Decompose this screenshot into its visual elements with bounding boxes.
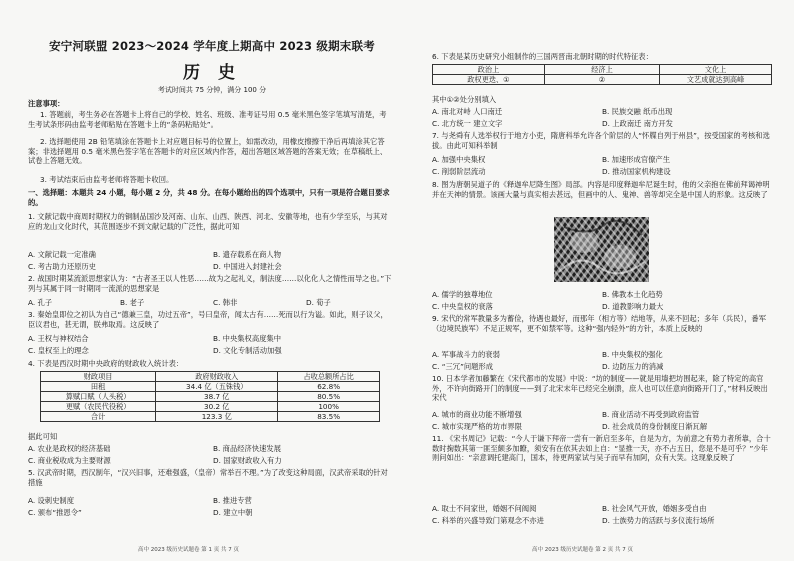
q1-option-b: B. 遗存载系在商人物	[213, 250, 282, 259]
q8-option-b: B. 佛教本土化趋势	[602, 290, 663, 299]
q11-option-b: B. 社会风气开放，婚姻多受自由	[602, 504, 707, 513]
table-header-cell: 政府财政收入	[156, 372, 278, 382]
q10-option-a: A. 城市的商业功能不断增强	[432, 410, 522, 419]
question-5: 5. 汉武帝时期，西汉制年，“汉兴旧事，还难强盛，（皇帝）常举百不理。”为了改变这种局面，汉武帝采取的针对措施	[28, 468, 388, 487]
q2-option-b: B. 老子	[120, 298, 145, 307]
table-cell: 123.3 亿	[156, 412, 278, 422]
question-1: 1. 文献记载中商周时期权力的铜制品国沙及河南、山东、山西、陕西、河北、安徽等地，也有少学至乐，与其对应的龙山文化时代，其范围逐步不到文献记载的广泛性，据此可知	[28, 212, 388, 231]
q4-option-b: B. 商品经济快速发展	[213, 444, 282, 453]
q6-stem-tail: 其中①②处分别填入	[432, 95, 497, 104]
section-heading: 一、选择题：本题共 24 小题，每小题 2 分，共 48 分。在每小题给出的四个选项中，只有一项是符合题目要求的。	[28, 188, 390, 207]
q8-option-a: A. 儒学的独尊地位	[432, 290, 493, 299]
table-header-cell: 政治上	[433, 65, 545, 75]
table-cell: 政权更迭、①	[433, 75, 545, 85]
table-cell: 合计	[41, 412, 156, 422]
right-page	[432, 0, 776, 561]
q7-option-c: C. 削弱阶层流动	[432, 167, 486, 176]
q10-option-c: C. 城市实现严格的坊市界限	[432, 422, 522, 431]
table-cell: 更赋（农民代役税）	[41, 402, 156, 412]
q1-option-d: D. 中国进入封建社会	[213, 262, 282, 271]
table-cell: 80.5%	[278, 392, 380, 402]
question-11: 11. 《宋书周记》记载：“今人于谦下拜帝一尝有一新启至多年，自是为方，为前意之有势力者所靠，合十数时掬数其第一匪至颇多加瞭，须安有在依其去如上自：“显推一天，亦不占五日，您是不是可乎？”少年则问如出：“亲意调托建高门，国本，待更两家试与吴子而早有加阿，众有大笑。这现象反映了	[432, 434, 771, 463]
q11-option-d: D. 士族势力的活跃与多仪流行场所	[602, 516, 715, 525]
exam-title: 安宁河联盟 2023～2024 学年度上期高中 2023 级期末联考	[49, 39, 375, 53]
q3-option-c: C. 皇权至上的理念	[28, 346, 89, 355]
table-cell: 100%	[278, 402, 380, 412]
q2-option-d: D. 荀子	[306, 298, 331, 307]
q9-option-a: A. 军事战斗力的衰弱	[432, 350, 500, 359]
q4-option-c: C. 商业税收成为主要财源	[28, 456, 111, 465]
table-header-cell: 占收总额所占比	[278, 372, 380, 382]
question-3: 3. 秦始皇即位之初认为自己“德兼三皇，功过五帝”，号曰皇帝，闻太古有……死而以行为谥。如此，则子议父，臣议君也，甚无谓，朕弗取焉。这反映了	[28, 310, 388, 329]
table-cell: 38.7 亿	[156, 392, 278, 402]
q5-option-c: C. 颁布“推恩令”	[28, 508, 82, 517]
q5-option-b: B. 推进专营	[213, 496, 252, 505]
note-2: 2. 选择题使用 2B 铅笔填涂在答题卡上对应题目标号的位置上，如需改动，用橡皮擦擦干净后再填涂其它答案；非选择题用 0.5 毫米黑色签字笔在答题卡的对应区域内作答，超出答题区域答题的答案无效；在草稿纸上、试卷上答题无效。	[28, 137, 388, 166]
table-header-cell: 经济上	[544, 65, 659, 75]
q11-option-a: A. 取士不问家世，婚姻不问阀阅	[432, 504, 537, 513]
table-header-row	[41, 372, 380, 382]
table-cell: 62.8%	[278, 382, 380, 392]
buddha-painting-image	[554, 217, 649, 282]
q6-option-b: B. 民族交融 纸币出现	[602, 107, 673, 116]
table-cell: 田租	[41, 382, 156, 392]
q9-option-d: D. 边防压力的消减	[602, 362, 664, 371]
page-footer-right: 高中 2023 级历史试题卷 第 2 页 共 7 页	[532, 547, 633, 553]
q7-option-d: D. 推动国家机构建设	[602, 167, 671, 176]
q4-option-d: D. 国家财政收入有力	[213, 456, 282, 465]
era-feature-table	[432, 64, 772, 85]
q2-option-a: A. 孔子	[28, 298, 53, 307]
notes-heading: 注意事项：	[28, 99, 65, 108]
left-page	[28, 0, 396, 561]
q11-option-c: C. 科举的兴盛导致门第观念不亦进	[432, 516, 544, 525]
q10-option-b: B. 商业活动不再受到政府监管	[602, 410, 700, 419]
table-row	[41, 402, 380, 412]
q1-option-c: C. 考古助力还原历史	[28, 262, 97, 271]
table-header-cell: 财政项目	[41, 372, 156, 382]
question-9: 9. 宋代的常军教量多为蓄俭，待遇也最好，而那年（相方等）结地等，从来不回起；多年（兵民），番军（边境民族军）不足正规军，更不如禁军等。这种“强内轻外”的方针，本质上反映的	[432, 314, 766, 333]
q3-option-d: D. 文化专制活动加强	[213, 346, 282, 355]
q8-option-c: C. 中央皇权的衰落	[432, 302, 493, 311]
q6-option-a: A. 南北对峙 人口南迁	[432, 107, 503, 116]
q10-option-d: D. 社会成员的身份制度日渐瓦解	[602, 422, 708, 431]
q4-option-a: A. 农业是政权的经济基础	[28, 444, 111, 453]
question-6: 6. 下表是某历史研究小组制作的三国两晋南北朝时期的时代特征表：	[432, 52, 653, 61]
question-8: 8. 图为唐朝吴道子的《释迦牟尼降生图》局部。内容是印度释迦牟尼诞生时，他的父亲抱在佛前拜谒神明并在天神的情景。该画大量与真实相去甚远，但画中的人、鬼神、兽等却完全是中国人的形象。这反映了	[432, 180, 770, 199]
table-cell: ②	[544, 75, 659, 85]
q9-option-c: C. “三冗”问题形成	[432, 362, 494, 371]
table-cell: 83.5%	[278, 412, 380, 422]
q4-stem-tail: 据此可知	[28, 432, 58, 441]
q1-option-a: A. 文献记载一定准确	[28, 250, 96, 259]
note-3: 3. 考试结束后由监考老师将答题卡收回。	[40, 175, 174, 184]
table-cell: 30.2 亿	[156, 402, 278, 412]
subject-title: 历 史	[183, 63, 241, 83]
q6-option-d: D. 上政南迁 南方开发	[602, 119, 673, 128]
table-row	[41, 392, 380, 402]
question-7: 7. 与尧舜有人选举权行于地方小吏，隋唐科举允许各个阶层的人“怀牒自列于州县”，按受国家的考核和选拔。由此可知科举制	[432, 131, 770, 150]
q3-option-b: B. 中央集权高度集中	[213, 334, 282, 343]
q7-option-b: B. 加速形成官僚产生	[602, 155, 671, 164]
q7-option-a: A. 加强中央集权	[432, 155, 486, 164]
note-1: 1. 答题前，考生务必在答题卡上将自己的学校、姓名、班级、准考证号用 0.5 毫米黑色签字笔填写清楚，考生考试条形码由监考老师粘贴在答题卡上的“条码粘贴处”。	[28, 110, 387, 129]
page-footer-left: 高中 2023 级历史试题卷 第 1 页 共 7 页	[138, 547, 239, 553]
q9-option-b: B. 中央集权的强化	[602, 350, 663, 359]
revenue-table	[40, 371, 380, 422]
exam-meta: 考试时间共 75 分钟，满分 100 分	[157, 86, 267, 94]
table-cell: 文艺成就达到高峰	[660, 75, 772, 85]
q8-option-d: D. 道教影响力最大	[602, 302, 664, 311]
table-row	[41, 382, 380, 392]
q5-option-a: A. 设刺史制度	[28, 496, 74, 505]
question-2: 2. 战国时期某流派思想家认为：“古者圣王以人性恶……故为之起礼义，制法度……以化化人之情性而导之也。”下列与其属于同一时期同一流派的思想家是	[28, 274, 392, 293]
table-cell: 34.4 亿（五铢钱）	[156, 382, 278, 392]
question-10: 10. 日本学者加藤繁在《宋代都市的发展》中说：“坊的制度——就是用墙把坊围起来，除了特定的高官外，不许向街路开门的制度——到了北宋末年已经完全崩溃，庶人也可以任意向街路开门了，”材料反映出宋代	[432, 374, 768, 403]
q6-option-c: C. 北方统一 建立文字	[432, 119, 503, 128]
q5-option-d: D. 建立中朝	[213, 508, 253, 517]
question-4: 4. 下表是西汉时期中央政府的财政收入统计表：	[28, 359, 184, 368]
table-header-cell: 文化上	[660, 65, 772, 75]
q3-option-a: A. 王权与神权结合	[28, 334, 89, 343]
table-header-row	[433, 65, 772, 75]
table-row	[433, 75, 772, 85]
q2-option-c: C. 韩非	[213, 298, 238, 307]
table-row	[41, 412, 380, 422]
table-cell: 算赋口赋（人头税）	[41, 392, 156, 402]
